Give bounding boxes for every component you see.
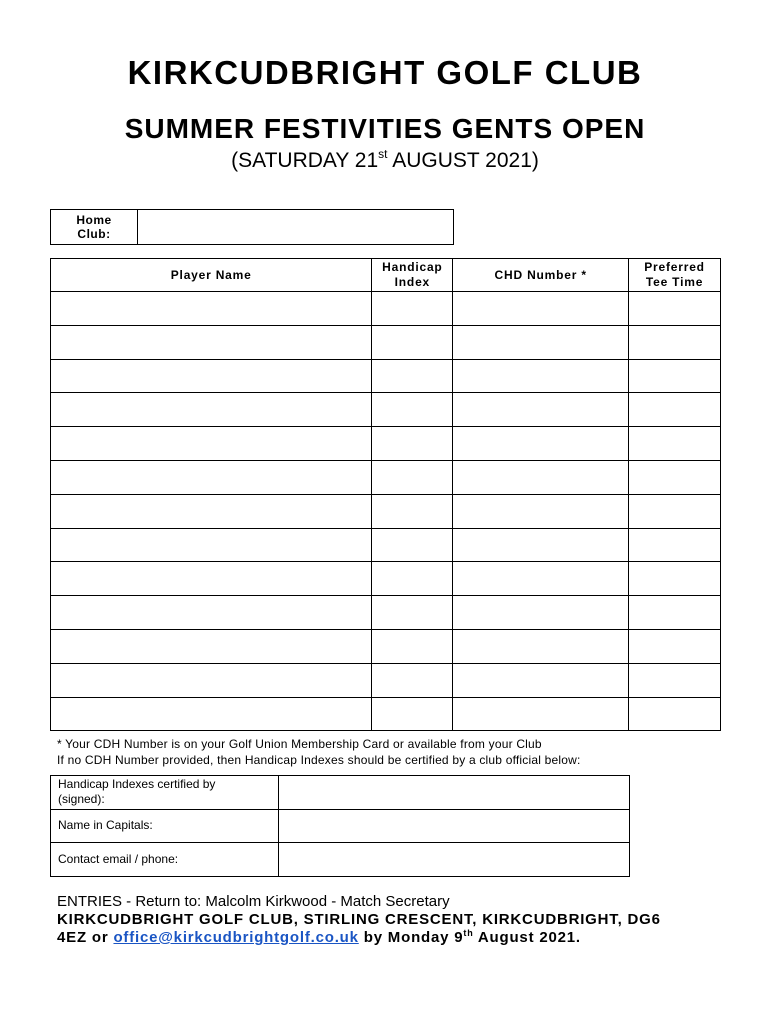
address-postcode: 4EZ or (57, 929, 114, 946)
home-club-field[interactable] (138, 210, 454, 245)
chd-number-cell[interactable] (453, 325, 629, 359)
tee-time-cell[interactable] (629, 393, 721, 427)
player-name-cell[interactable] (51, 528, 372, 562)
player-row (51, 325, 721, 359)
tee-time-cell[interactable] (629, 562, 721, 596)
tee-time-cell[interactable] (629, 663, 721, 697)
player-row (51, 460, 721, 494)
handicap-index-cell[interactable] (372, 629, 453, 663)
deadline-ordinal: th (463, 928, 474, 938)
event-date-suffix: AUGUST 2021) (387, 149, 539, 172)
handicap-index-cell[interactable] (372, 325, 453, 359)
chd-number-cell[interactable] (453, 663, 629, 697)
player-name-cell[interactable] (51, 359, 372, 393)
chd-number-cell[interactable] (453, 528, 629, 562)
col-preferred-tee-time (629, 259, 721, 292)
deadline-suffix: August 2021. (473, 929, 581, 946)
cert-row-signed (51, 776, 630, 810)
player-name-cell[interactable] (51, 460, 372, 494)
event-date-ordinal: st (378, 147, 388, 161)
home-club-label-line2: Club: (77, 227, 111, 241)
cert-row-name (51, 809, 630, 843)
cert-signed-label (51, 776, 279, 810)
cdh-note: * Your CDH Number is on your Golf Union Membership Card or available from your Club (57, 737, 542, 751)
player-row (51, 697, 721, 731)
player-name-cell[interactable] (51, 663, 372, 697)
handicap-index-cell[interactable] (372, 393, 453, 427)
handicap-index-cell[interactable] (372, 528, 453, 562)
tee-time-cell[interactable] (629, 359, 721, 393)
handicap-index-cell[interactable] (372, 292, 453, 326)
chd-number-cell[interactable] (453, 393, 629, 427)
tee-time-cell[interactable] (629, 292, 721, 326)
tee-time-cell[interactable] (629, 629, 721, 663)
col-tee-line1: Preferred (644, 260, 705, 274)
entries-return-line: ENTRIES - Return to: Malcolm Kirkwood - Match Secretary (57, 893, 450, 910)
tee-time-cell[interactable] (629, 528, 721, 562)
cert-contact-field[interactable] (279, 843, 630, 877)
entries-address-line2 (57, 929, 581, 946)
player-row (51, 663, 721, 697)
cert-contact-label: Contact email / phone: (51, 843, 279, 877)
handicap-index-cell[interactable] (372, 697, 453, 731)
tee-time-cell[interactable] (629, 697, 721, 731)
tee-time-cell[interactable] (629, 596, 721, 630)
player-name-cell[interactable] (51, 494, 372, 528)
cert-signed-field[interactable] (279, 776, 630, 810)
players-table (50, 258, 721, 731)
chd-number-cell[interactable] (453, 292, 629, 326)
player-name-cell[interactable] (51, 562, 372, 596)
home-club-label (51, 210, 138, 245)
player-row (51, 292, 721, 326)
cert-name-field[interactable] (279, 809, 630, 843)
player-name-cell[interactable] (51, 427, 372, 461)
handicap-index-cell[interactable] (372, 596, 453, 630)
player-row (51, 427, 721, 461)
chd-number-cell[interactable] (453, 460, 629, 494)
cert-signed-line1: Handicap Indexes certified by (58, 777, 216, 792)
players-header-row (51, 259, 721, 292)
chd-number-cell[interactable] (453, 494, 629, 528)
players-body (51, 292, 721, 731)
handicap-index-cell[interactable] (372, 427, 453, 461)
tee-time-cell[interactable] (629, 325, 721, 359)
col-chd-number: CHD Number * (453, 259, 629, 292)
certification-table (50, 775, 630, 877)
club-title: KIRKCUDBRIGHT GOLF CLUB (127, 54, 643, 91)
event-title: SUMMER FESTIVITIES GENTS OPEN (124, 113, 646, 144)
handicap-index-cell[interactable] (372, 359, 453, 393)
home-club-table (50, 209, 454, 245)
handicap-index-cell[interactable] (372, 663, 453, 697)
col-handicap-index (372, 259, 453, 292)
chd-number-cell[interactable] (453, 596, 629, 630)
player-name-cell[interactable] (51, 629, 372, 663)
col-handicap-line1: Handicap (382, 260, 443, 274)
email-link[interactable]: office@kirkcudbrightgolf.co.uk (113, 929, 359, 946)
chd-number-cell[interactable] (453, 562, 629, 596)
player-row (51, 528, 721, 562)
player-row (51, 393, 721, 427)
player-name-cell[interactable] (51, 596, 372, 630)
handicap-index-cell[interactable] (372, 562, 453, 596)
player-row (51, 562, 721, 596)
player-name-cell[interactable] (51, 697, 372, 731)
entries-address-line1: KIRKCUDBRIGHT GOLF CLUB, STIRLING CRESCENT, KIRKCUDBRIGHT, DG6 (57, 911, 661, 928)
cert-signed-line2: (signed): (58, 792, 105, 807)
deadline-prefix: by Monday 9 (358, 929, 464, 946)
certify-note: If no CDH Number provided, then Handicap Indexes should be certified by a club official below: (57, 753, 581, 767)
handicap-index-cell[interactable] (372, 460, 453, 494)
col-player-name: Player Name (51, 259, 372, 292)
player-row (51, 629, 721, 663)
chd-number-cell[interactable] (453, 359, 629, 393)
col-handicap-line2: Index (394, 275, 431, 289)
cert-row-contact (51, 843, 630, 877)
home-club-label-line1: Home (76, 213, 112, 227)
tee-time-cell[interactable] (629, 494, 721, 528)
player-name-cell[interactable] (51, 292, 372, 326)
col-tee-line2: Tee Time (645, 275, 704, 289)
handicap-index-cell[interactable] (372, 494, 453, 528)
cert-name-label: Name in Capitals: (51, 809, 279, 843)
chd-number-cell[interactable] (453, 427, 629, 461)
tee-time-cell[interactable] (629, 427, 721, 461)
tee-time-cell[interactable] (629, 460, 721, 494)
player-row (51, 596, 721, 630)
event-date-prefix: (SATURDAY 21 (231, 149, 379, 172)
player-row (51, 359, 721, 393)
chd-number-cell[interactable] (453, 697, 629, 731)
event-date (0, 149, 770, 173)
player-name-cell[interactable] (51, 393, 372, 427)
player-name-cell[interactable] (51, 325, 372, 359)
chd-number-cell[interactable] (453, 629, 629, 663)
player-row (51, 494, 721, 528)
